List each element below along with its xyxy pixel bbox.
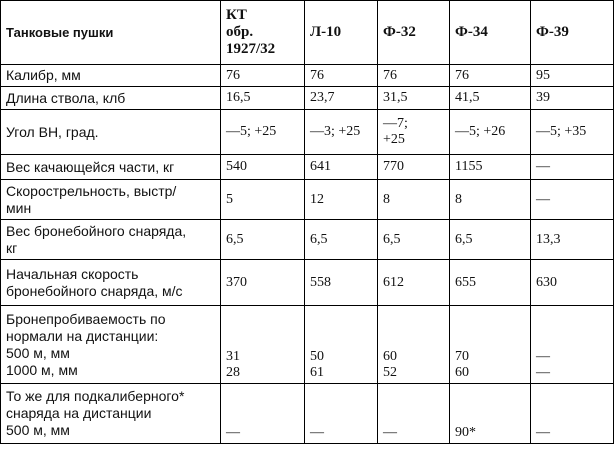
cell-value: 76 — [378, 65, 450, 87]
cell-value: — — [378, 384, 450, 444]
cell-value: 6,5 — [221, 220, 305, 260]
cell-value: 70 60 — [450, 306, 531, 384]
cell-value: 90* — [450, 384, 531, 444]
row-label: Бронепробиваемость по нормали на дистанции: 500 м, мм 1000 м, мм — [1, 306, 221, 384]
cell-value: —3; +25 — [305, 110, 378, 155]
table-row — [1, 180, 614, 220]
cell-value: 8 — [450, 180, 531, 220]
cell-value: 641 — [305, 155, 378, 180]
cell-value: 31,5 — [378, 87, 450, 110]
cell-value: — — — [531, 306, 614, 384]
row-label: Вес качающейся части, кг — [1, 155, 221, 180]
cell-value: 41,5 — [450, 87, 531, 110]
row-label: Начальная скорость бронебойного снаряда, м/с — [1, 260, 221, 306]
header-f39: Ф-39 — [531, 1, 614, 65]
row-label: Длина ствола, клб — [1, 87, 221, 110]
cell-value: 6,5 — [450, 220, 531, 260]
cell-value: 39 — [531, 87, 614, 110]
table-row — [1, 384, 614, 444]
row-label: Вес бронебойного снаряда, кг — [1, 220, 221, 260]
cell-value: 16,5 — [221, 87, 305, 110]
cell-value: —5; +26 — [450, 110, 531, 155]
cell-value: — — [305, 384, 378, 444]
cell-value: 6,5 — [305, 220, 378, 260]
header-parameter: Танковые пушки — [1, 1, 221, 65]
cell-value: — — [221, 384, 305, 444]
cell-value: 50 61 — [305, 306, 378, 384]
cell-value: 630 — [531, 260, 614, 306]
cell-value: 95 — [531, 65, 614, 87]
table-row — [1, 155, 614, 180]
header-kt: КТ обр. 1927/32 — [221, 1, 305, 65]
table-row — [1, 260, 614, 306]
cell-value: —5; +25 — [221, 110, 305, 155]
cell-value: 31 28 — [221, 306, 305, 384]
cell-value: 558 — [305, 260, 378, 306]
table-row — [1, 65, 614, 87]
header-row — [1, 1, 614, 65]
header-f34: Ф-34 — [450, 1, 531, 65]
header-l10: Л-10 — [305, 1, 378, 65]
row-label: Калибр, мм — [1, 65, 221, 87]
cell-value: 655 — [450, 260, 531, 306]
cell-value: 540 — [221, 155, 305, 180]
row-label: Скорострельность, выстр/ мин — [1, 180, 221, 220]
cell-value: — — [531, 384, 614, 444]
cell-value: —5; +35 — [531, 110, 614, 155]
cell-value: 76 — [221, 65, 305, 87]
cell-value: — — [531, 180, 614, 220]
cell-value: 370 — [221, 260, 305, 306]
header-f32: Ф-32 — [378, 1, 450, 65]
cell-value: 13,3 — [531, 220, 614, 260]
cell-value: 5 — [221, 180, 305, 220]
cell-value: 6,5 — [378, 220, 450, 260]
row-label: Угол ВН, град. — [1, 110, 221, 155]
table-row — [1, 110, 614, 155]
table-row — [1, 306, 614, 384]
cell-value: 8 — [378, 180, 450, 220]
cell-value: 770 — [378, 155, 450, 180]
cell-value: 612 — [378, 260, 450, 306]
cell-value: —7; +25 — [378, 110, 450, 155]
table-row — [1, 87, 614, 110]
cell-value: 76 — [450, 65, 531, 87]
cell-value: 1155 — [450, 155, 531, 180]
table-row — [1, 220, 614, 260]
cell-value: — — [531, 155, 614, 180]
row-label: То же для подкалиберного* снаряда на дистанции 500 м, мм — [1, 384, 221, 444]
cell-value: 23,7 — [305, 87, 378, 110]
cell-value: 76 — [305, 65, 378, 87]
cell-value: 12 — [305, 180, 378, 220]
cell-value: 60 52 — [378, 306, 450, 384]
